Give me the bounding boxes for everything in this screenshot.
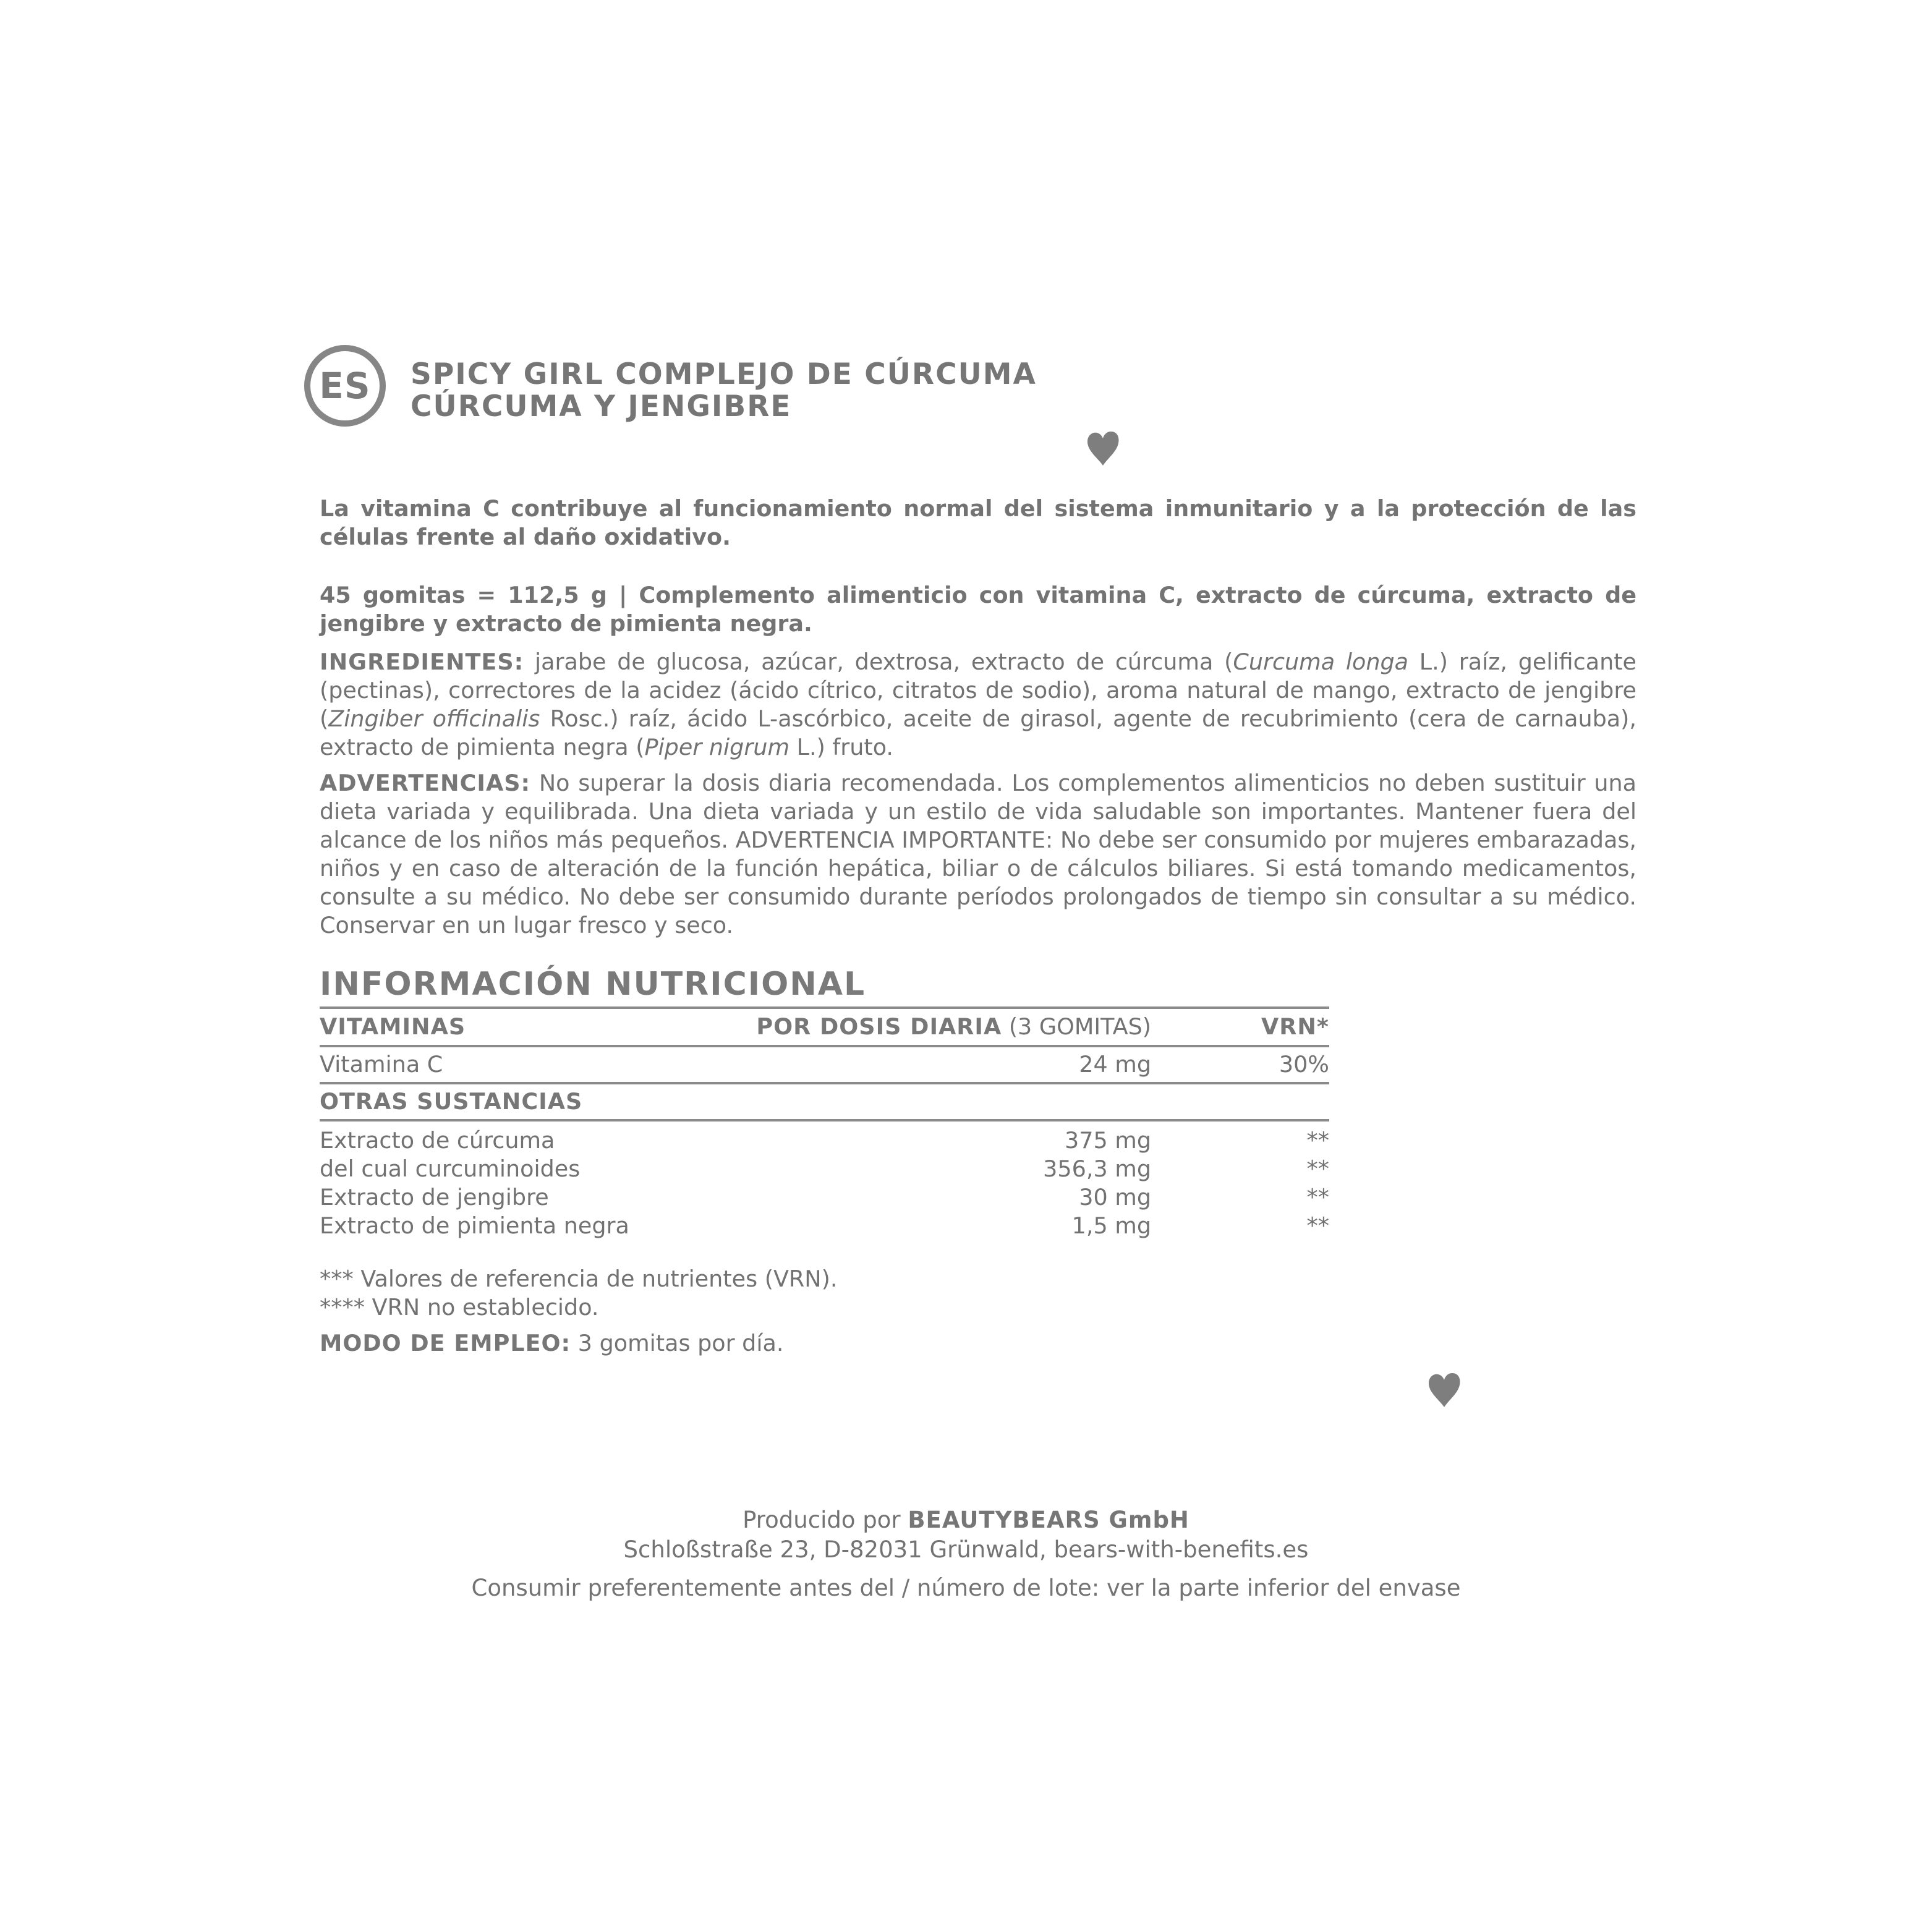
produced-by-label: Producido por — [743, 1507, 908, 1533]
footnotes — [320, 1265, 1636, 1322]
producer-line — [0, 1506, 1932, 1534]
nutrition-heading: INFORMACIÓN NUTRICIONAL — [320, 966, 866, 1003]
nutrient-name: Extracto de cúrcuma — [320, 1127, 555, 1154]
health-claim: La vitamina C contribuye al funcionamiento normal del sistema inmunitario y a la protección de las células frente al daño oxidativo. — [320, 495, 1636, 550]
ingredients-latin: Piper nigrum — [644, 734, 790, 760]
best-before-note: Consumir preferentemente antes del / número de lote: ver la parte inferior del envase — [471, 1575, 1461, 1601]
company-address: Schloßstraße 23, D-82031 Grünwald, bears-with-benefits.es — [623, 1536, 1309, 1563]
nutrition-table — [320, 1006, 1329, 1240]
table-row — [320, 1126, 1329, 1155]
table-section-header — [320, 1084, 1329, 1119]
table-header-row — [320, 1009, 1329, 1045]
table-divider — [320, 1119, 1329, 1121]
col-vrn-header: VRN* — [1261, 1013, 1329, 1040]
ingredients-paragraph — [320, 648, 1636, 762]
nutrient-name: Vitamina C — [320, 1051, 443, 1078]
warnings-text: No superar la dosis diaria recomendada. Los complementos alimenticios no deben sustituir una dieta variada y equilibrada. Una dieta variada y un estilo de vida saludable son importantes. Mantener fuera del alcance de los niños más pequeños. ADVERTENCIA IMPORTANTE: No debe ser consumido por mujeres embarazadas, niños y en caso de alteración de la función hepática, biliar o de cálculos biliares. Si está tomando medicamentos, consulte a su médico. No debe ser consumido durante períodos prolongados de tiempo sin consultar a su médico. Conservar en un lugar fresco y seco. — [320, 770, 1636, 938]
usage-label: MODO DE EMPLEO: — [320, 1330, 571, 1356]
footnote: *** Valores de referencia de nutrientes (VRN). — [320, 1266, 838, 1292]
product-title — [411, 359, 1037, 423]
language-badge: ES — [304, 345, 386, 427]
nutrient-name: Extracto de jengibre — [320, 1184, 549, 1211]
warnings-paragraph — [320, 769, 1636, 940]
table-row — [320, 1212, 1329, 1240]
heart-icon — [1427, 1371, 1462, 1408]
nutrient-vrn: ** — [1306, 1212, 1329, 1239]
nutrient-vrn: 30% — [1279, 1051, 1329, 1078]
nutrient-amount: 30 mg — [1079, 1184, 1151, 1211]
ingredients-latin: Curcuma longa — [1233, 649, 1409, 675]
table-row — [320, 1047, 1329, 1082]
nutrient-amount: 375 mg — [1065, 1127, 1151, 1154]
ingredients-label: INGREDIENTES: — [320, 649, 524, 675]
nutrient-name: Extracto de pimienta negra — [320, 1212, 629, 1239]
product-title-line-2: CÚRCUMA Y JENGIBRE — [411, 389, 792, 423]
usage-text: 3 gomitas por día. — [571, 1330, 784, 1356]
ingredients-latin: Zingiber officinalis — [328, 705, 540, 732]
nutrient-vrn: ** — [1306, 1155, 1329, 1182]
table-row — [320, 1155, 1329, 1183]
nutrient-amount: 356,3 mg — [1043, 1155, 1151, 1182]
nutrient-name: del cual curcuminoides — [320, 1155, 581, 1182]
ingredients-text: Rosc.) raíz, ácido L-ascórbico, aceite de girasol, agente de recubrimiento (cera de carnauba), extracto de pimienta negra ( — [320, 705, 1636, 760]
warnings-label: ADVERTENCIAS: — [320, 770, 531, 796]
footnote: **** VRN no establecido. — [320, 1294, 599, 1321]
ingredients-text: L.) fruto. — [789, 734, 894, 760]
product-title-line-1: SPICY GIRL COMPLEJO DE CÚRCUMA — [411, 357, 1037, 391]
company-name: BEAUTYBEARS GmbH — [908, 1507, 1189, 1533]
product-summary: 45 gomitas = 112,5 g | Complemento alimenticio con vitamina C, extracto de cúrcuma, extracto de jengibre y extracto de pimienta negra. — [320, 582, 1636, 637]
other-substances-heading: OTRAS SUSTANCIAS — [320, 1088, 583, 1115]
nutrient-vrn: ** — [1306, 1184, 1329, 1211]
usage-instructions — [320, 1329, 1636, 1358]
heart-icon — [1086, 430, 1120, 467]
col-dose-header: POR DOSIS DIARIA (3 GOMITAS) — [756, 1013, 1151, 1040]
ingredients-text: jarabe de glucosa, azúcar, dextrosa, extracto de cúrcuma ( — [524, 649, 1233, 675]
ingredients-text: L.) raíz, gelificante (pectinas), correctores de la acidez (ácido cítrico, citratos de sodio), aroma natural de mango, extracto de jengibre ( — [320, 649, 1636, 732]
table-row — [320, 1183, 1329, 1212]
col-vitamins-header: VITAMINAS — [320, 1013, 466, 1040]
nutrient-amount: 24 mg — [1079, 1051, 1151, 1078]
nutrient-amount: 1,5 mg — [1071, 1212, 1151, 1239]
nutrient-vrn: ** — [1306, 1127, 1329, 1154]
